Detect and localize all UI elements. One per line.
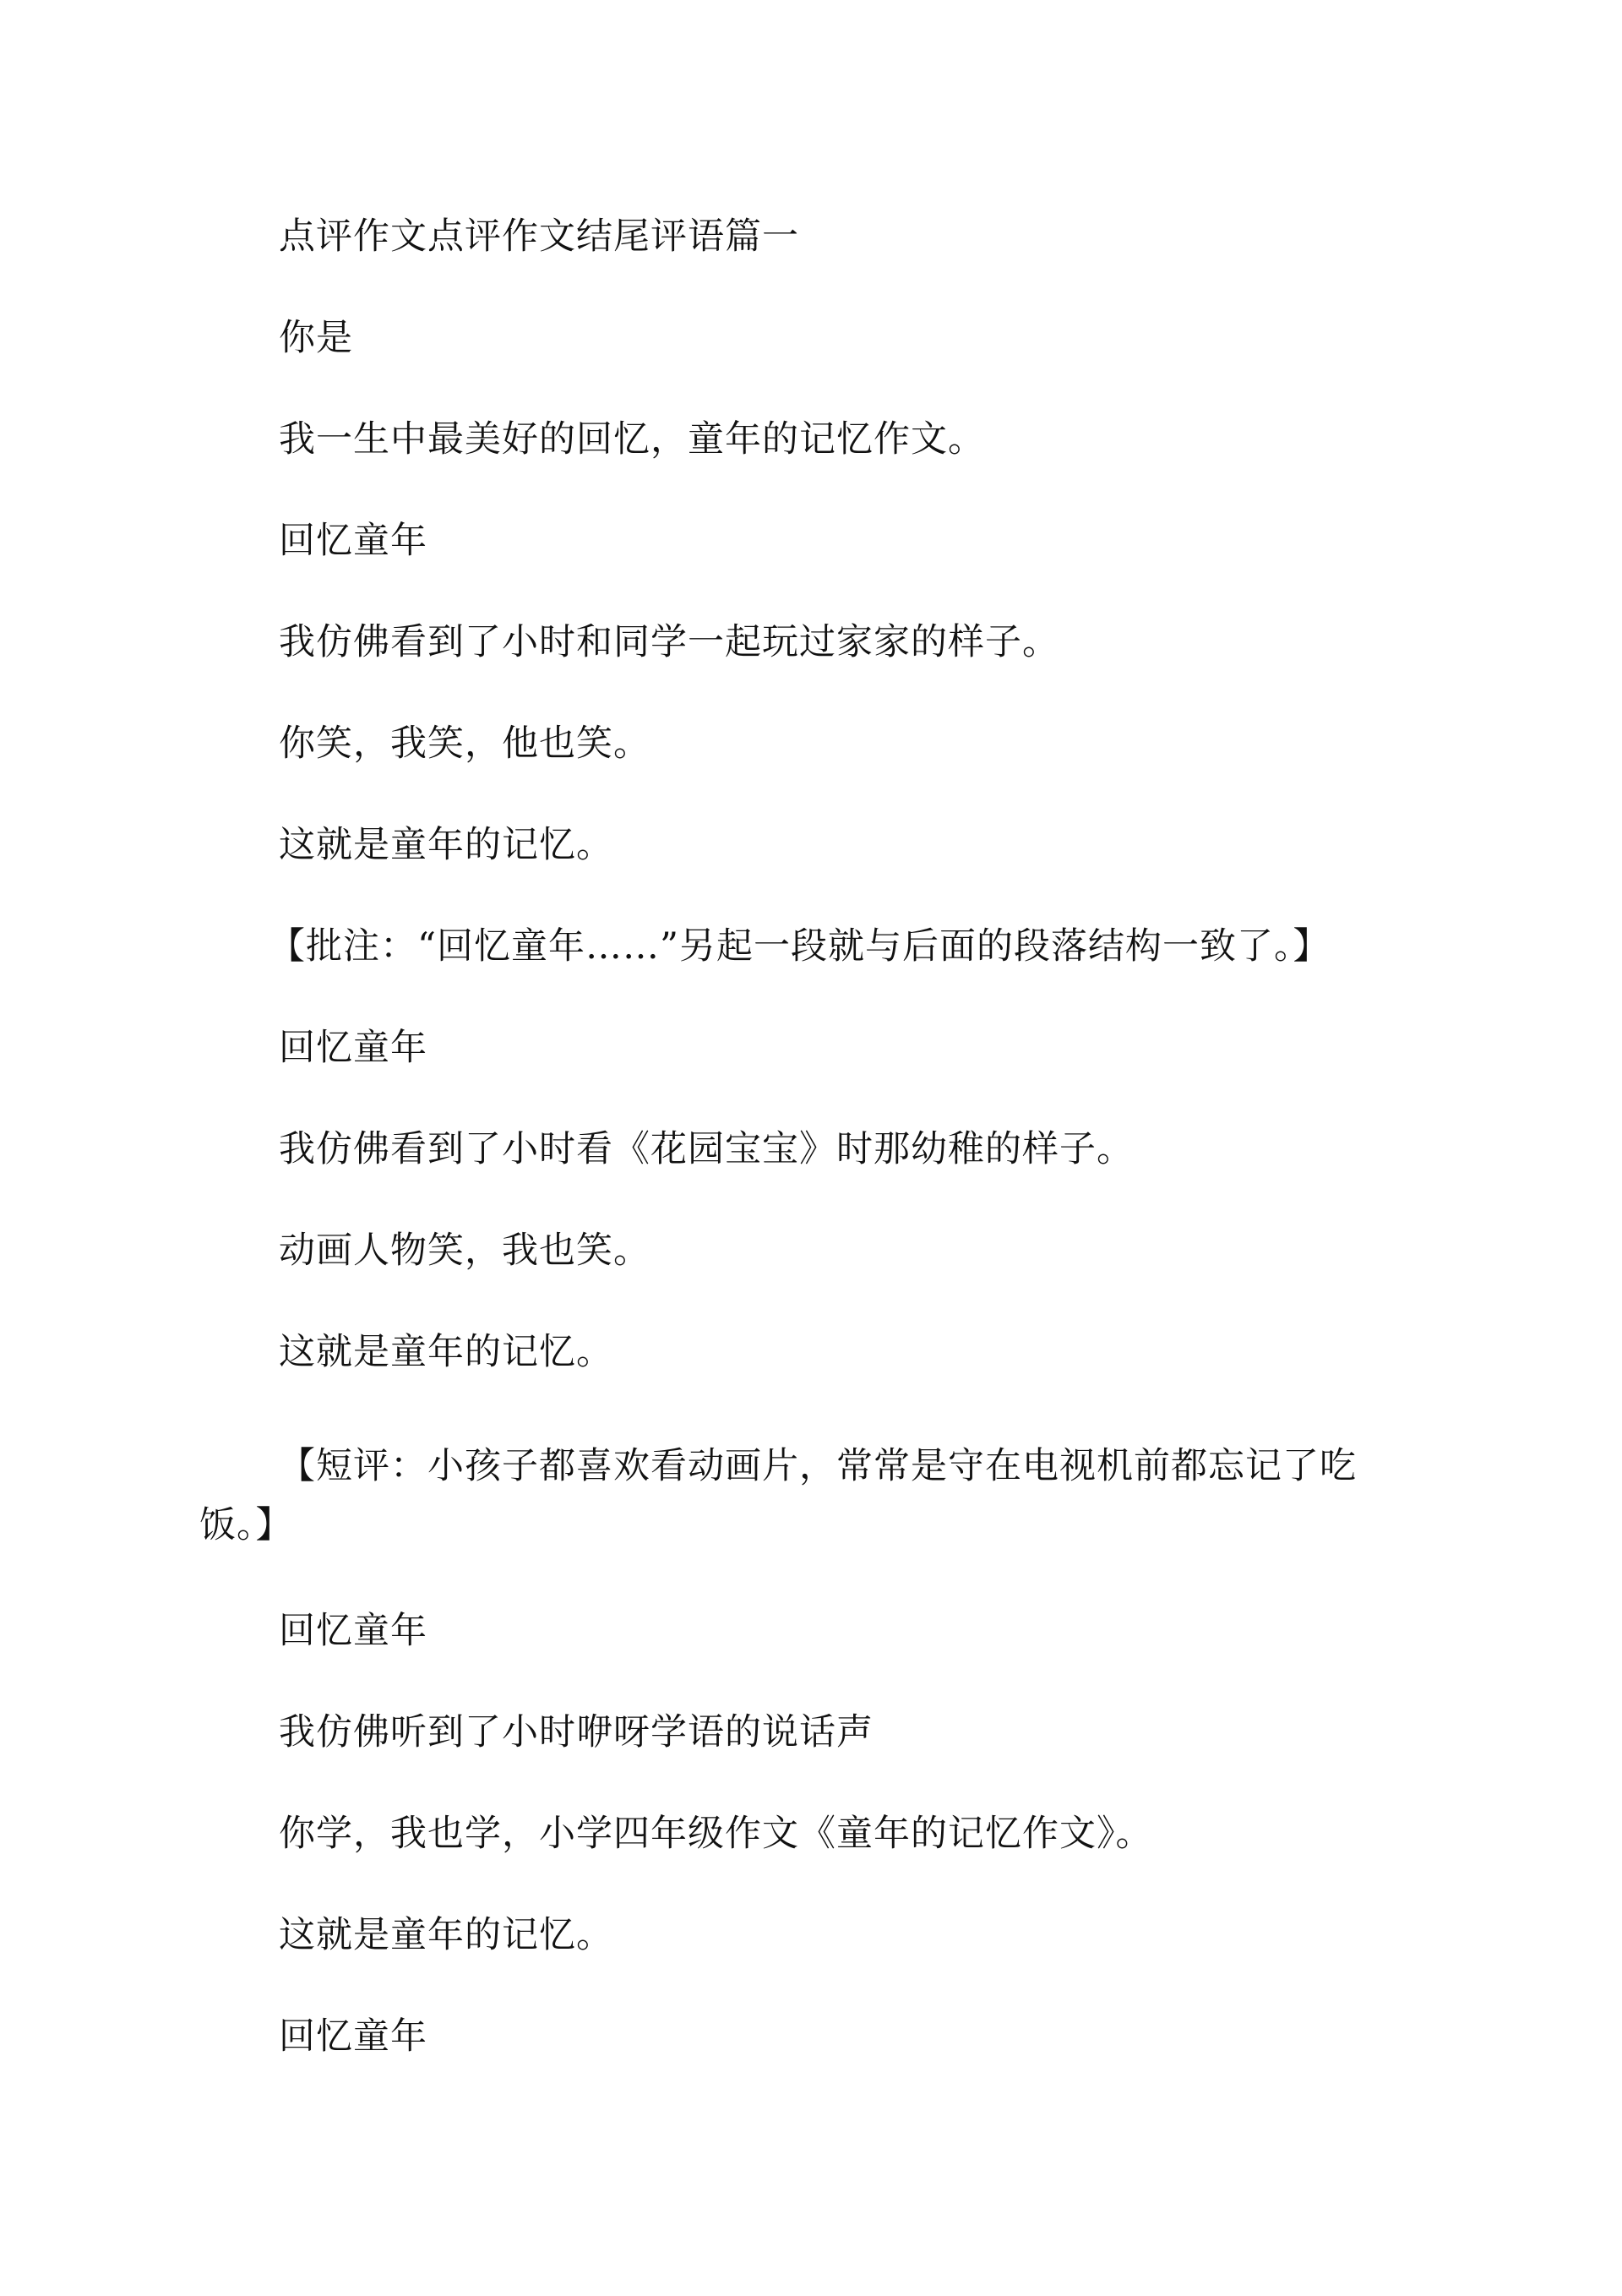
paragraph: 你笑，我笑，他也笑。 (279, 723, 650, 765)
document-title: 点评作文点评作文结尾评语篇一 (279, 215, 799, 258)
short-review-note: 【短评：小孩子都喜欢看动画片，常常是守在电视机前都忘记了吃饭。】 (199, 1445, 1357, 1546)
paragraph: 你是 (279, 317, 353, 359)
annotation-note: 【批注：“回忆童年……”另起一段就与后面的段落结构一致了。】 (269, 925, 1331, 968)
paragraph: 我仿佛听到了小时咿呀学语的说话声 (279, 1711, 874, 1753)
paragraph: 回忆童年 (279, 1610, 427, 1652)
paragraph: 我仿佛看到了小时看《花园宝宝》时那幼稚的样子。 (279, 1128, 1134, 1170)
paragraph: 这就是童年的记忆。 (279, 824, 613, 866)
paragraph: 这就是童年的记忆。 (279, 1331, 613, 1373)
paragraph: 我一生中最美好的回忆，童年的记忆作文。 (279, 418, 985, 461)
paragraph: 回忆童年 (279, 2015, 427, 2058)
paragraph: 你学，我也学，小学四年级作文《童年的记忆作文》。 (279, 1813, 1153, 1855)
paragraph: 回忆童年 (279, 520, 427, 562)
paragraph: 我仿佛看到了小时和同学一起玩过家家的样子。 (279, 621, 1059, 663)
paragraph: 动画人物笑，我也笑。 (279, 1230, 650, 1272)
paragraph: 回忆童年 (279, 1027, 427, 1069)
paragraph: 这就是童年的记忆。 (279, 1914, 613, 1956)
